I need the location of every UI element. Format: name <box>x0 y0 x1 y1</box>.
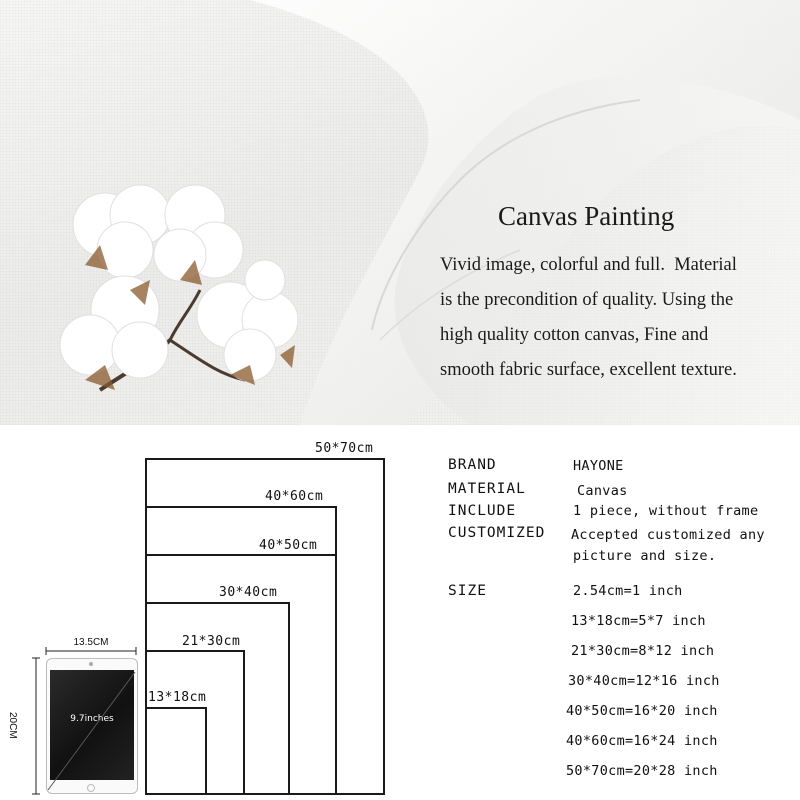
size-label-21x30: 21*30cm <box>182 634 241 649</box>
description-line-4: smooth fabric surface, excellent texture. <box>440 360 737 380</box>
spec-key-customized: CUSTOMIZED <box>448 525 546 541</box>
size-label-13x18: 13*18cm <box>148 690 207 705</box>
size-conversion-row: 30*40cm=12*16 inch <box>568 673 720 689</box>
size-label-40x50: 40*50cm <box>259 538 318 553</box>
description-line-1: Vivid image, colorful and full. Material <box>440 255 737 275</box>
size-conversion-row: 13*18cm=5*7 inch <box>571 613 706 629</box>
size-label-40x60: 40*60cm <box>265 489 324 504</box>
spec-value-customized-2: picture and size. <box>573 548 717 564</box>
tablet-height-label: 20CM <box>7 712 18 739</box>
spec-value-brand: HAYONE <box>573 458 624 474</box>
spec-key-brand: BRAND <box>448 457 497 473</box>
spec-value-customized-1: Accepted customized any <box>571 527 765 543</box>
spec-value-material: Canvas <box>577 483 628 499</box>
size-conversion-row: 21*30cm=8*12 inch <box>571 643 715 659</box>
size-conversion-row: 2.54cm=1 inch <box>573 583 683 599</box>
size-conversion-row: 50*70cm=20*28 inch <box>566 763 718 779</box>
spec-value-include: 1 piece, without frame <box>573 503 759 519</box>
description-line-2: is the precondition of quality. Using the <box>440 290 734 310</box>
description-line-3: high quality cotton canvas, Fine and <box>440 325 709 345</box>
size-label-50x70: 50*70cm <box>315 441 374 456</box>
size-label-30x40: 30*40cm <box>219 585 278 600</box>
spec-key-include: INCLUDE <box>448 503 517 519</box>
spec-key-material: MATERIAL <box>448 481 526 497</box>
size-conversion-row: 40*50cm=16*20 inch <box>566 703 718 719</box>
tablet-screen-label: 9.7inches <box>70 714 114 724</box>
tablet-width-label: 13.5CM <box>73 637 109 648</box>
spec-key-size: SIZE <box>448 583 487 599</box>
product-title: Canvas Painting <box>498 201 675 231</box>
size-conversion-row: 40*60cm=16*24 inch <box>566 733 718 749</box>
